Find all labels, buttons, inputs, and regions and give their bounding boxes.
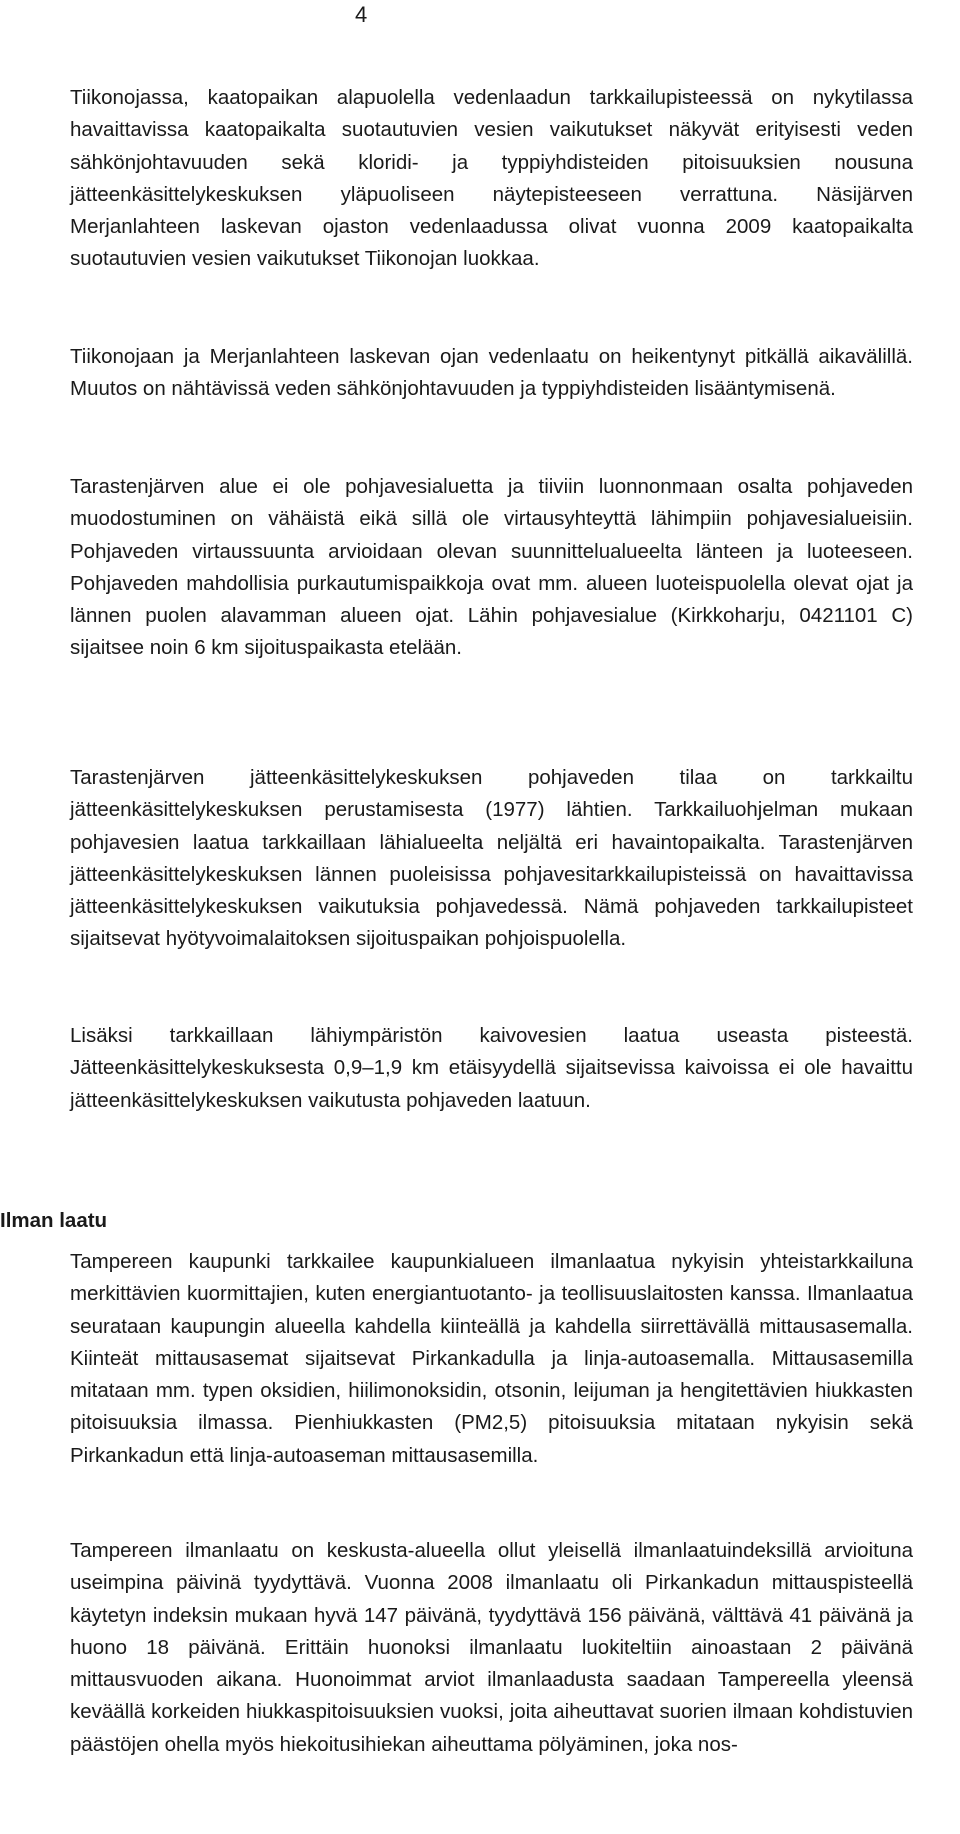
paragraph-groundwater-area: Tarastenjärven alue ei ole pohjavesialuetta ja tiiviin luonnonmaan osalta pohjaveden muodostuminen on vähäistä eikä sillä ole virtausyhteyttä lähimpiin pohjavesialueisiin. Pohjaveden virtaussuunta arvioidaan olevan suunnittelualueelta länteen ja luoteeseen. Pohjaveden mahdollisia purkautumispaikkoja ovat mm. alueen luoteispuolella olevat ojat ja lännen puolen alavamman alueen ojat. Lähin pohjavesialue (Kirkkoharju, 0421101 C) sijaitsee noin 6 km sijoituspaikasta etelään. (70, 475, 913, 660)
page-number: 4 (355, 2, 368, 27)
paragraph-leachate-effects: Tiikonojassa, kaatopaikan alapuolella vedenlaadun tarkkailupisteessä on nykytilassa havaittavissa kaatopaikalta suotautuvien vesien vaikutukset näkyvät erityisesti veden sähkönjohtavuuden sekä kloridi- ja typpiyhdisteiden pitoisuuksien nousuna jätteenkäsittelykeskuksen yläpuoliseen näytepisteeseen verrattuna. Näsijärven Merjanlahteen laskevan ojaston vedenlaadussa olivat vuonna 2009 kaatopaikalta suotautuvien vesien vaikutukset Tiikonojan luokkaa. (70, 86, 913, 271)
paragraph-groundwater-monitoring: Tarastenjärven jätteenkäsittelykeskuksen pohjaveden tilaa on tarkkailtu jätteenkäsittelykeskuksen perustamisesta (1977) lähtien. Tarkkailuohjelman mukaan pohjavesien laatua tarkkaillaan lähialueelta neljältä eri havaintopaikalta. Tarastenjärven jätteenkäsittelykeskuksen lännen puoleisissa pohjavesitarkkailupisteissä on havaittavissa jätteenkäsittelykeskuksen vaikutuksia pohjavedessä. Nämä pohjaveden tarkkailupisteet sijaitsevat hyötyvoimalaitoksen sijoituspaikan pohjoispuolella. (70, 766, 913, 951)
paragraph-water-quality-trend: Tiikonojaan ja Merjanlahteen laskevan ojan vedenlaatu on heikentynyt pitkällä aikavälillä. Muutos on nähtävissä veden sähkönjohtavuuden ja typpiyhdisteiden lisääntymisenä. (70, 345, 913, 401)
section-heading-air-quality: Ilman laatu (0, 1209, 108, 1232)
paragraph-well-water: Lisäksi tarkkaillaan lähiympäristön kaivovesien laatua useasta pisteestä. Jätteenkäsittelykeskuksesta 0,9–1,9 km etäisyydellä sijaitsevissa kaivoissa ei ole havaittu jätteenkäsittelykeskuksen vaikutusta pohjaveden laatuun. (70, 1024, 913, 1112)
paragraph-air-quality-index: Tampereen ilmanlaatu on keskusta-alueella ollut yleisellä ilmanlaatuindeksillä arvioituna useimpina päivinä tyydyttävä. Vuonna 2008 ilmanlaatu oli Pirkankadun mittauspisteellä käytetyn indeksin mukaan hyvä 147 päivänä, tyydyttävä 156 päivänä, välttävä 41 päivänä ja huono 18 päivänä. Erittäin huonoksi ilmanlaatu luokiteltiin ainoastaan 2 päivänä mittausvuoden aikana. Huonoimmat arviot ilmanlaadusta saadaan Tampereella yleensä keväällä korkeiden hiukkaspitoisuuksien vuoksi, joita aiheuttavat suorien ilmaan kohdistuvien päästöjen ohella myös hiekoitusihiekan aiheuttama pölyäminen, joka nos- (70, 1539, 913, 1756)
paragraph-air-monitoring: Tampereen kaupunki tarkkailee kaupunkialueen ilmanlaatua nykyisin yhteistarkkailuna merkittävien kuormittajien, kuten energiantuotanto- ja teollisuuslaitosten kanssa. Ilmanlaatua seurataan kaupungin alueella kahdella kiinteällä ja kahdella siirrettävällä mittausasemalla. Kiinteät mittausasemat sijaitsevat Pirkankadulla ja linja-autoasemalla. Mittausasemilla mitataan mm. typen oksidien, hiilimonoksidin, otsonin, leijuman ja hengitettävien hiukkasten pitoisuuksia ilmassa. Pienhiukkasten (PM2,5) pitoisuuksia mitataan nykyisin sekä Pirkankadun että linja-autoaseman mittausasemilla. (70, 1250, 913, 1467)
